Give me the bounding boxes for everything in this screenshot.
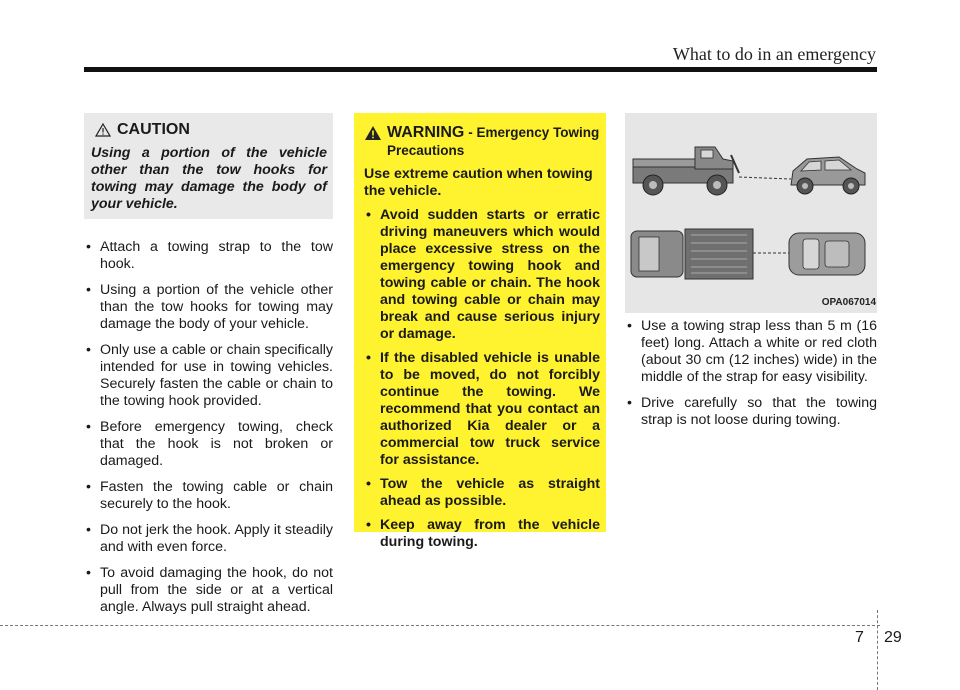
towing-diagram [625, 113, 877, 313]
caution-title-text: CAUTION [117, 121, 190, 138]
list-item: • Keep away from the vehicle during towing. [364, 517, 600, 551]
footer-vertical-divider [877, 610, 878, 690]
caution-body: Using a portion of the vehicle other than the tow hooks for towing may damage the body of your vehicle. [91, 145, 327, 212]
warning-intro: Use extreme caution when towing the vehicle. [364, 166, 593, 199]
chapter-number: 7 [855, 629, 864, 646]
tow-truck-top-icon [631, 229, 753, 279]
right-bullet-list [625, 318, 877, 429]
right-column [625, 318, 877, 438]
list-item: • Do not jerk the hook. Apply it steadily and with even force. [84, 522, 333, 556]
list-item: • To avoid damaging the hook, do not pull from the side or at a vertical angle. Always pull straight ahead. [84, 565, 333, 616]
page-number: 29 [884, 629, 902, 646]
section-title: What to do in an emergency [672, 44, 876, 64]
towing-illustration [625, 113, 877, 313]
caution-triangle-icon [95, 123, 111, 137]
illustration-code: OPA067014 [821, 297, 876, 308]
left-bullet-list [84, 239, 333, 616]
list-item: • Only use a cable or chain specifically intended for use in towing vehicles. Securely fasten the cable or chain to the towing hook provided. [84, 342, 333, 410]
warning-content [364, 124, 600, 558]
list-item: • Using a portion of the vehicle other than the tow hooks for towing may damage the body of your vehicle. [84, 282, 333, 333]
tow-strap-top [739, 177, 791, 179]
list-item: • Before emergency towing, check that the hook is not broken or damaged. [84, 419, 333, 470]
header-rule [84, 67, 877, 72]
footer-divider [0, 625, 880, 626]
list-item: • Drive carefully so that the towing strap is not loose during towing. [625, 395, 877, 429]
list-item: • If the disabled vehicle is unable to be moved, do not forcibly continue the towing. We recommend that you contact an authorized Kia dealer or a commercial tow truck service for assistance. [364, 350, 600, 469]
warning-triangle-icon [364, 125, 382, 141]
warning-title [364, 124, 600, 160]
list-item: • Attach a towing strap to the tow hook. [84, 239, 333, 273]
car-top-icon [789, 233, 865, 275]
warning-bullet-list [364, 207, 600, 551]
list-item: • Avoid sudden starts or erratic driving maneuvers which would place excessive stress on the emergency towing hook and towing cable or chain. The hook and towing cable or chain may break and cause serious injury or damage. [364, 207, 600, 343]
tow-truck-side-icon [633, 147, 739, 195]
caution-title [95, 121, 190, 139]
warning-title-text: WARNING [387, 124, 465, 141]
left-column [84, 239, 333, 625]
list-item: • Fasten the towing cable or chain securely to the hook. [84, 479, 333, 513]
list-item: • Use a towing strap less than 5 m (16 feet) long. Attach a white or red cloth (about 30 cm (12 inches) wide) in the middle of the strap for easy visibility. [625, 318, 877, 386]
car-side-icon [791, 157, 865, 194]
list-item: • Tow the vehicle as straight ahead as possible. [364, 476, 600, 510]
warning-subtitle: - Emergency Towing Precautions [387, 125, 600, 158]
